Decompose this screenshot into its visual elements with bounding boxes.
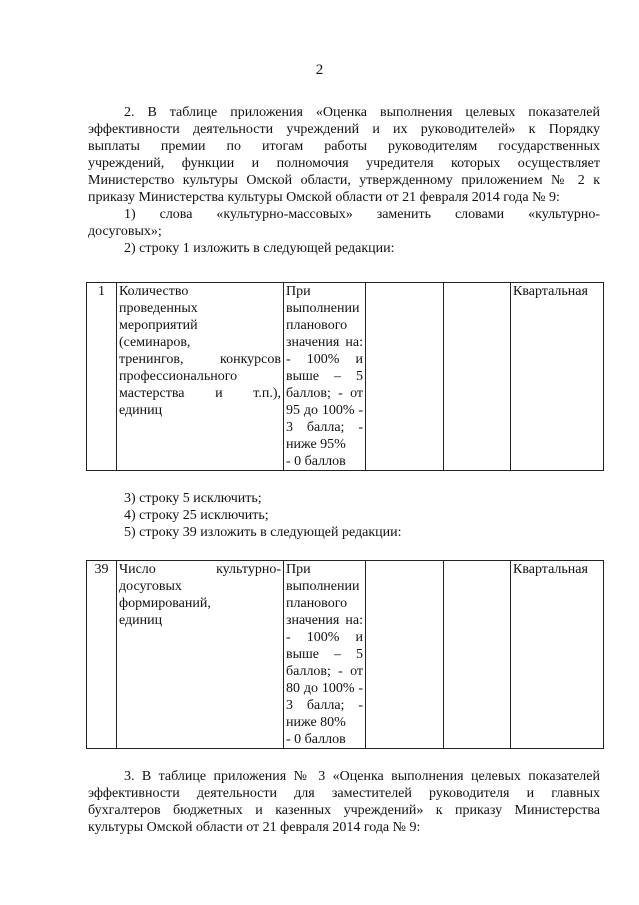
- cell-line: 80 до 100% -: [286, 681, 363, 696]
- cell-line: выше – 5: [286, 369, 363, 384]
- indicator-name: [117, 283, 284, 471]
- cell-line: При: [286, 562, 311, 577]
- text-line: 3) строку 5 исключить;: [124, 491, 262, 506]
- table-row-39: [86, 560, 604, 749]
- period-cell: Квартальная: [511, 283, 604, 471]
- cell-line: 95 до 100% -: [286, 403, 363, 418]
- text-line: выплаты премии по итогам работы руководителям государственных: [88, 139, 600, 154]
- indicator-name: [117, 561, 284, 749]
- items-3-5: [88, 490, 600, 541]
- text-line: досуговых»;: [88, 224, 162, 239]
- text-line: 5) строку 39 изложить в следующей редакции:: [124, 525, 402, 540]
- cell-line: ниже 80%: [286, 715, 346, 730]
- cell-line: 3 балла; -: [286, 420, 363, 435]
- paragraph-2: [88, 104, 600, 257]
- row-number: 1: [87, 283, 117, 471]
- cell-line: тренингов, конкурсов: [119, 352, 281, 367]
- empty-cell: [444, 283, 511, 471]
- cell-line: мероприятий: [119, 318, 198, 333]
- cell-line: - 0 баллов: [286, 454, 346, 469]
- text-line: бухгалтеров бюджетных и казенных учреждений» к приказу Министерства: [88, 803, 600, 818]
- text-line: эффективности деятельности для заместителей руководителя и главных: [88, 786, 600, 801]
- cell-line: Число культурно-: [119, 562, 281, 577]
- cell-line: - 100% и: [286, 352, 363, 367]
- cell-line: значения на:: [286, 335, 363, 350]
- cell-line: единиц: [119, 613, 163, 628]
- cell-line: 3 балла; -: [286, 698, 363, 713]
- criteria-cell: [284, 561, 366, 749]
- cell-line: - 100% и: [286, 630, 363, 645]
- text-line: приказу Министерства культуры Омской области от 21 февраля 2014 года № 9:: [88, 190, 560, 205]
- cell-line: Количество: [119, 284, 189, 299]
- cell-line: выше – 5: [286, 647, 363, 662]
- cell-line: (семинаров,: [119, 335, 191, 350]
- text-line: Министерство культуры Омской области, утвержденному приложением № 2 к: [88, 173, 600, 188]
- period-cell: Квартальная: [511, 561, 604, 749]
- cell-line: досуговых: [119, 579, 182, 594]
- table-row-1: [86, 282, 604, 471]
- cell-line: При: [286, 284, 311, 299]
- cell-line: планового: [286, 318, 348, 333]
- text-line: учреждений, функции и полномочия учредителя которых осуществляет: [88, 156, 600, 171]
- paragraph-3: [88, 768, 600, 836]
- cell-line: планового: [286, 596, 348, 611]
- text-line: 3. В таблице приложения № 3 «Оценка выполнения целевых показателей: [124, 769, 600, 784]
- cell-line: профессионального: [119, 369, 238, 384]
- text-line: 2) строку 1 изложить в следующей редакции:: [124, 241, 395, 256]
- text-line: 2. В таблице приложения «Оценка выполнения целевых показателей: [124, 105, 600, 120]
- cell-line: единиц: [119, 403, 163, 418]
- cell-line: выполнении: [286, 579, 360, 594]
- cell-line: баллов; - от: [286, 664, 363, 679]
- cell-line: мастерства и т.п.),: [119, 386, 281, 401]
- table-row: [87, 283, 604, 471]
- page-number: 2: [315, 62, 324, 78]
- empty-cell: [444, 561, 511, 749]
- text-line: 1) слова «культурно-массовых» заменить словами «культурно-: [124, 207, 600, 222]
- row-number: 39: [87, 561, 117, 749]
- text-line: 4) строку 25 исключить;: [124, 508, 269, 523]
- empty-cell: [366, 283, 444, 471]
- cell-line: формирований,: [119, 596, 211, 611]
- cell-line: ниже 95%: [286, 437, 346, 452]
- criteria-cell: [284, 283, 366, 471]
- cell-line: баллов; - от: [286, 386, 363, 401]
- text-line: эффективности деятельности учреждений и их руководителей» к Порядку: [88, 122, 600, 137]
- cell-line: значения на:: [286, 613, 363, 628]
- cell-line: - 0 баллов: [286, 732, 346, 747]
- cell-line: проведенных: [119, 301, 198, 316]
- table-row: [87, 561, 604, 749]
- cell-line: выполнении: [286, 301, 360, 316]
- empty-cell: [366, 561, 444, 749]
- text-line: культуры Омской области от 21 февраля 2014 года № 9:: [88, 820, 421, 835]
